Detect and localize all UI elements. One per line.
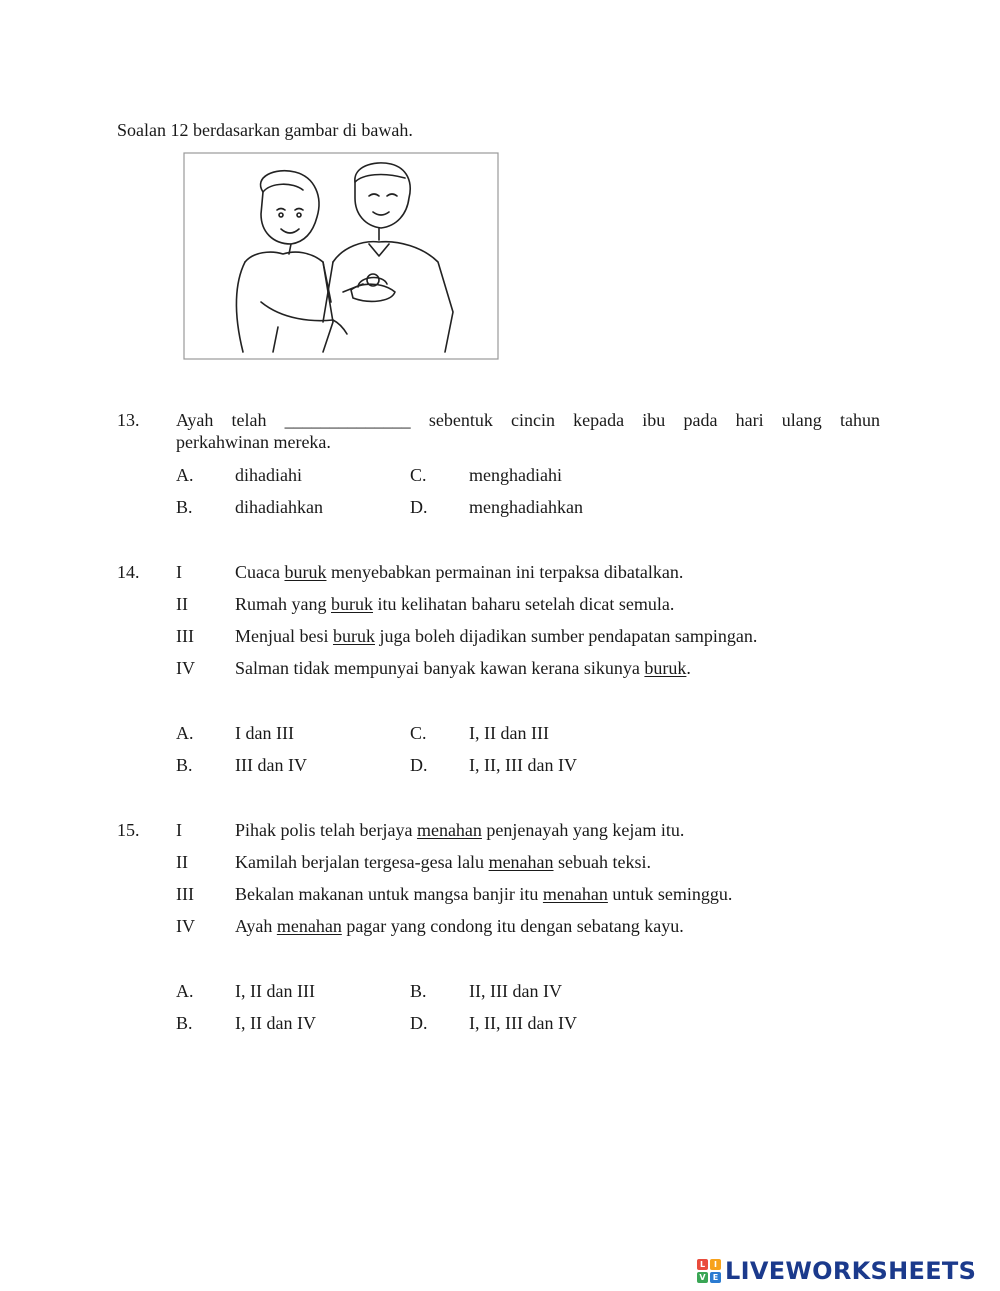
q13-word: ulang — [781, 410, 822, 430]
option-letter: A. — [176, 465, 194, 485]
logo-text: LIVEWORKSHEETS — [725, 1257, 977, 1285]
statement-roman: IV — [176, 916, 195, 936]
q13-word: tahun — [839, 410, 880, 430]
statement-roman: IV — [176, 658, 195, 678]
option-text[interactable]: menghadiahkan — [469, 497, 583, 517]
option-text[interactable]: I, II dan III — [469, 723, 549, 743]
logo-block: L — [697, 1259, 708, 1270]
logo-block: I — [710, 1259, 721, 1270]
statement-roman: III — [176, 626, 194, 646]
statement-roman: II — [176, 594, 188, 614]
option-letter: D. — [410, 755, 428, 775]
option-text[interactable]: I, II dan III — [235, 981, 315, 1001]
q13-word: sebentuk — [428, 410, 493, 430]
option-letter: C. — [410, 723, 427, 743]
q13-word: kepada — [573, 410, 625, 430]
couple-ring-gift-illustration — [183, 152, 499, 360]
statement-text: Salman tidak mempunyai banyak kawan kerana sikunya buruk. — [235, 658, 691, 678]
statement-text: Cuaca buruk menyebabkan permainan ini terpaksa dibatalkan. — [235, 562, 684, 582]
q13-word: hari — [735, 410, 764, 430]
option-letter: B. — [176, 497, 193, 517]
statement-text: Pihak polis telah berjaya menahan penjenayah yang kejam itu. — [235, 820, 685, 840]
underlined-word: buruk — [644, 658, 687, 678]
question-13-line1 — [176, 409, 880, 431]
logo-block: E — [710, 1272, 721, 1283]
question-14-number: 14. — [117, 562, 140, 582]
logo-blocks-icon — [697, 1259, 721, 1283]
q13-word: cincin — [511, 410, 555, 430]
statement-roman: I — [176, 820, 182, 840]
option-letter: B. — [176, 755, 193, 775]
option-text[interactable]: menghadiahi — [469, 465, 562, 485]
question-13-line2: perkahwinan mereka. — [176, 432, 331, 452]
underlined-word: buruk — [284, 562, 327, 582]
header-instruction: Soalan 12 berdasarkan gambar di bawah. — [117, 120, 413, 140]
option-text[interactable]: I, II, III dan IV — [469, 755, 577, 775]
option-text[interactable]: I, II dan IV — [235, 1013, 316, 1033]
option-text[interactable]: dihadiahkan — [235, 497, 323, 517]
q13-word: ibu — [642, 410, 666, 430]
option-letter: D. — [410, 1013, 428, 1033]
liveworksheets-logo — [697, 1257, 976, 1285]
option-letter: A. — [176, 723, 194, 743]
statement-roman: I — [176, 562, 182, 582]
q13-blank: ______________ — [284, 410, 411, 430]
statement-roman: III — [176, 884, 194, 904]
statement-roman: II — [176, 852, 188, 872]
statement-text: Rumah yang buruk itu kelihatan baharu setelah dicat semula. — [235, 594, 675, 614]
option-text[interactable]: dihadiahi — [235, 465, 302, 485]
option-text[interactable]: II, III dan IV — [469, 981, 562, 1001]
option-text[interactable]: I dan III — [235, 723, 294, 743]
option-letter: C. — [410, 465, 427, 485]
statement-text: Menjual besi buruk juga boleh dijadikan sumber pendapatan sampingan. — [235, 626, 758, 646]
option-letter: B. — [410, 981, 427, 1001]
option-text[interactable]: I, II, III dan IV — [469, 1013, 577, 1033]
underlined-word: menahan — [488, 852, 554, 872]
q13-word: telah — [231, 410, 267, 430]
q13-word: pada — [683, 410, 718, 430]
option-letter: A. — [176, 981, 194, 1001]
option-letter: D. — [410, 497, 428, 517]
statement-text: Bekalan makanan untuk mangsa banjir itu menahan untuk seminggu. — [235, 884, 733, 904]
underlined-word: menahan — [416, 820, 482, 840]
option-text[interactable]: III dan IV — [235, 755, 307, 775]
underlined-word: buruk — [331, 594, 373, 614]
question-15-number: 15. — [117, 820, 140, 840]
statement-text: Kamilah berjalan tergesa-gesa lalu menahan sebuah teksi. — [235, 852, 652, 872]
question-13-number: 13. — [117, 410, 140, 430]
underlined-word: menahan — [542, 884, 608, 904]
q13-word: Ayah — [176, 410, 214, 430]
underlined-word: buruk — [332, 626, 375, 646]
option-letter: B. — [176, 1013, 193, 1033]
logo-block: V — [697, 1272, 708, 1283]
statement-text: Ayah menahan pagar yang condong itu dengan sebatang kayu. — [235, 916, 684, 936]
underlined-word: menahan — [276, 916, 342, 936]
